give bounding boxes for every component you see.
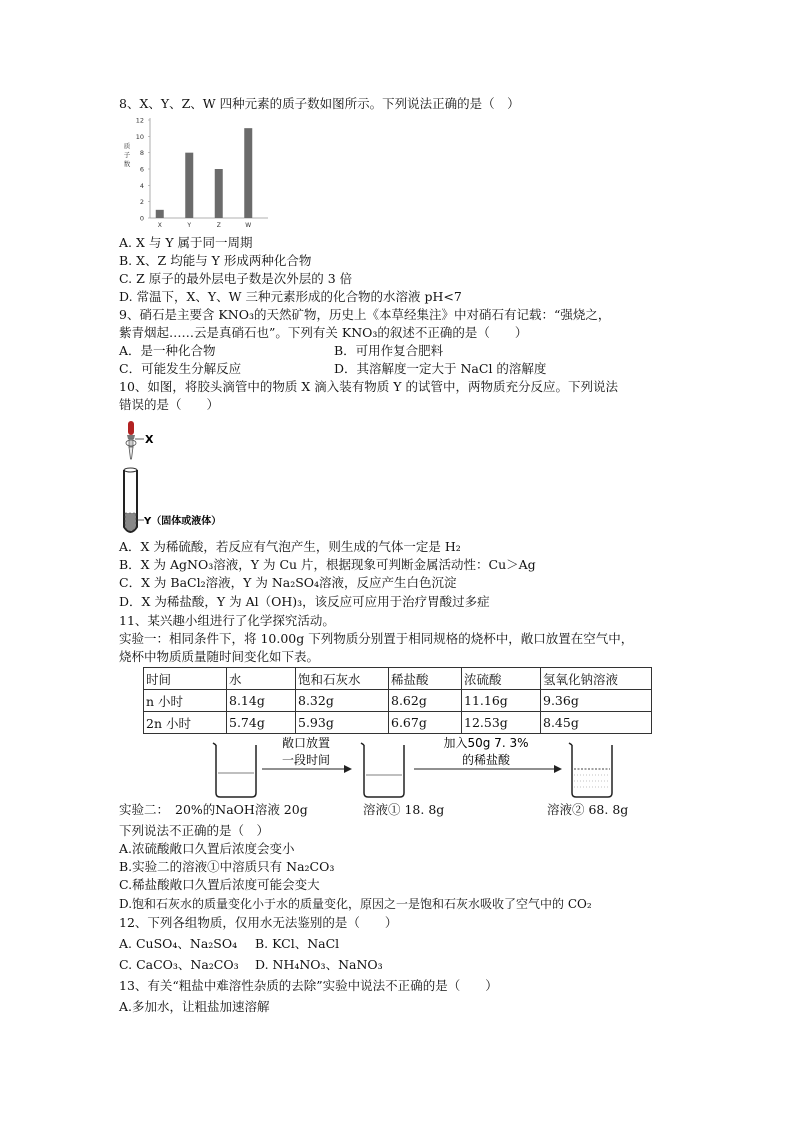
beaker2-caption: 溶液① 18. 8g (363, 802, 445, 817)
table-header-cell: 氢氧化钠溶液 (541, 668, 652, 690)
q9-option-d: D．其溶解度一定大于 NaCl 的溶解度 (334, 361, 547, 376)
table-header-cell: 水 (227, 668, 296, 690)
x-tick-label: Z (216, 222, 221, 229)
mass-change-table (143, 667, 652, 734)
table-header-cell: 饱和石灰水 (296, 668, 389, 690)
q11-stem: 11、某兴趣小组进行了化学探究活动。 (119, 613, 335, 628)
arrow2-top-label: 加入50g 7. 3% (443, 736, 529, 750)
table-cell: 12.53g (462, 712, 541, 734)
q12-option-d: D. NH₄NO₃、NaNO₃ (255, 957, 383, 972)
table-cell: 9.36g (541, 690, 652, 712)
q12-stem: 12、下列各组物质，仅用水无法鉴别的是（ ） (119, 915, 398, 930)
table-cell: 6.67g (389, 712, 462, 734)
y-axis-label-char: 质 (123, 142, 131, 150)
q10-option-c: C．X 为 BaCl₂溶液，Y 为 Na₂SO₄溶液，反应产生白色沉淀 (119, 575, 457, 590)
y-tick-label: 6 (139, 165, 144, 174)
q13-stem: 13、有关“粗盐中难溶性杂质的去除”实验中说法不正确的是（ ） (119, 978, 498, 993)
q11-exp2-label: 实验二： (119, 802, 170, 817)
q11-question: 下列说法不正确的是（ ） (119, 823, 270, 838)
q13-option-a: A.多加水，让粗盐加速溶解 (119, 999, 270, 1014)
y-axis-label-char: 数 (123, 160, 131, 168)
table-cell: 8.62g (389, 690, 462, 712)
q9-stem-line1: 9、硝石是主要含 KNO₃的天然矿物，历史上《本草经集注》中对硝石有记载：“强烧之， (119, 307, 611, 322)
q8-option-d: D. 常温下，X、Y、W 三种元素形成的化合物的水溶液 pH<7 (119, 289, 462, 304)
arrow1-bottom-label: 一段时间 (281, 753, 331, 767)
y-tick-label: 8 (139, 149, 144, 158)
beaker-experiment-diagram (200, 733, 640, 805)
table-row (144, 712, 652, 734)
q10-stem-line2: 错误的是（ ） (119, 397, 220, 412)
y-tick-label: 4 (139, 181, 144, 190)
proton-number-bar-chart (118, 114, 278, 236)
beaker-3-icon (569, 743, 612, 797)
bar-x (156, 210, 164, 218)
q11-option-c: C.稀盐酸敞口久置后浓度可能会变大 (119, 877, 320, 892)
dropper-icon (126, 421, 144, 459)
table-cell: 5.93g (296, 712, 389, 734)
table-cell: 5.74g (227, 712, 296, 734)
q9-option-c: C．可能发生分解反应 (119, 361, 242, 376)
q8-option-a: A. X 与 Y 属于同一周期 (119, 235, 253, 250)
q11-option-b: B.实验二的溶液①中溶质只有 Na₂CO₃ (119, 859, 335, 874)
bar-y (185, 153, 193, 218)
q8-stem: 8、X、Y、Z、W 四种元素的质子数如图所示。下列说法正确的是（ ） (119, 96, 520, 111)
y-axis-label-char: 子 (123, 151, 131, 159)
dropper-test-tube-diagram (118, 417, 248, 539)
table-header-row (144, 668, 652, 690)
beaker1-caption: 20%的NaOH溶液 20g (175, 802, 308, 817)
q12-option-c: C. CaCO₃、Na₂CO₃ (119, 957, 239, 972)
arrow1-top-label: 敞口放置 (281, 736, 331, 750)
q8-option-b: B. X、Z 均能与 Y 形成两种化合物 (119, 253, 312, 268)
table-cell: 8.32g (296, 690, 389, 712)
label-y: Y（固体或液体） (144, 516, 222, 527)
bar-z (215, 169, 223, 218)
x-tick-label: X (157, 222, 162, 229)
table-cell: n 小时 (144, 690, 227, 712)
q10-stem-line1: 10、如图，将胶头滴管中的物质 X 滴入装有物质 Y 的试管中，两物质充分反应。下列说法 (119, 379, 618, 394)
beaker-1-icon (213, 743, 256, 797)
table-header-cell: 浓硫酸 (462, 668, 541, 690)
y-tick-label: 2 (139, 198, 144, 207)
q9-option-a: A．是一种化合物 (119, 343, 216, 358)
test-tube-icon (124, 468, 144, 532)
y-tick-label: 10 (135, 132, 144, 141)
q10-option-b: B．X 为 AgNO₃溶液，Y 为 Cu 片，根据现象可判断金属活动性：Cu＞Ag (119, 557, 536, 572)
beaker3-caption: 溶液② 68. 8g (547, 802, 629, 817)
label-x: X (145, 433, 154, 446)
q11-option-a: A.浓硫酸敞口久置后浓度会变小 (119, 841, 295, 856)
y-tick-label: 0 (139, 214, 144, 223)
q12-option-b: B. KCl、NaCl (255, 936, 340, 951)
x-tick-label: W (245, 222, 252, 229)
arrow2-bottom-label: 的稀盐酸 (461, 753, 511, 767)
q12-option-a: A. CuSO₄、Na₂SO₄ (119, 936, 238, 951)
y-tick-label: 12 (135, 116, 144, 125)
table-row (144, 690, 652, 712)
table-cell: 8.14g (227, 690, 296, 712)
table-cell: 2n 小时 (144, 712, 227, 734)
q11-exp1-line2: 烧杯中物质质量随时间变化如下表。 (119, 649, 320, 664)
q11-option-d: D.饱和石灰水的质量变化小于水的质量变化，原因之一是饱和石灰水吸收了空气中的 CO₂ (119, 897, 592, 911)
table-cell: 8.45g (541, 712, 652, 734)
q9-stem-line2: 紫青烟起……云是真硝石也”。下列有关 KNO₃的叙述不正确的是（ ） (119, 325, 528, 340)
table-header-cell: 稀盐酸 (389, 668, 462, 690)
table-header-cell: 时间 (144, 668, 227, 690)
x-tick-label: Y (187, 222, 192, 229)
bar-w (244, 128, 252, 218)
q8-option-c: C. Z 原子的最外层电子数是次外层的 3 倍 (119, 271, 353, 286)
q11-exp1-line1: 实验一：相同条件下，将 10.00g 下列物质分别置于相同规格的烧杯中，敞口放置在空气中， (119, 631, 634, 646)
beaker-2-icon (361, 743, 404, 797)
q10-option-a: A．X 为稀硫酸，若反应有气泡产生，则生成的气体一定是 H₂ (119, 539, 461, 554)
table-cell: 11.16g (462, 690, 541, 712)
q10-option-d: D．X 为稀盐酸，Y 为 Al（OH)₃，该反应可应用于治疗胃酸过多症 (119, 594, 490, 609)
q9-option-b: B．可用作复合肥料 (334, 343, 444, 358)
